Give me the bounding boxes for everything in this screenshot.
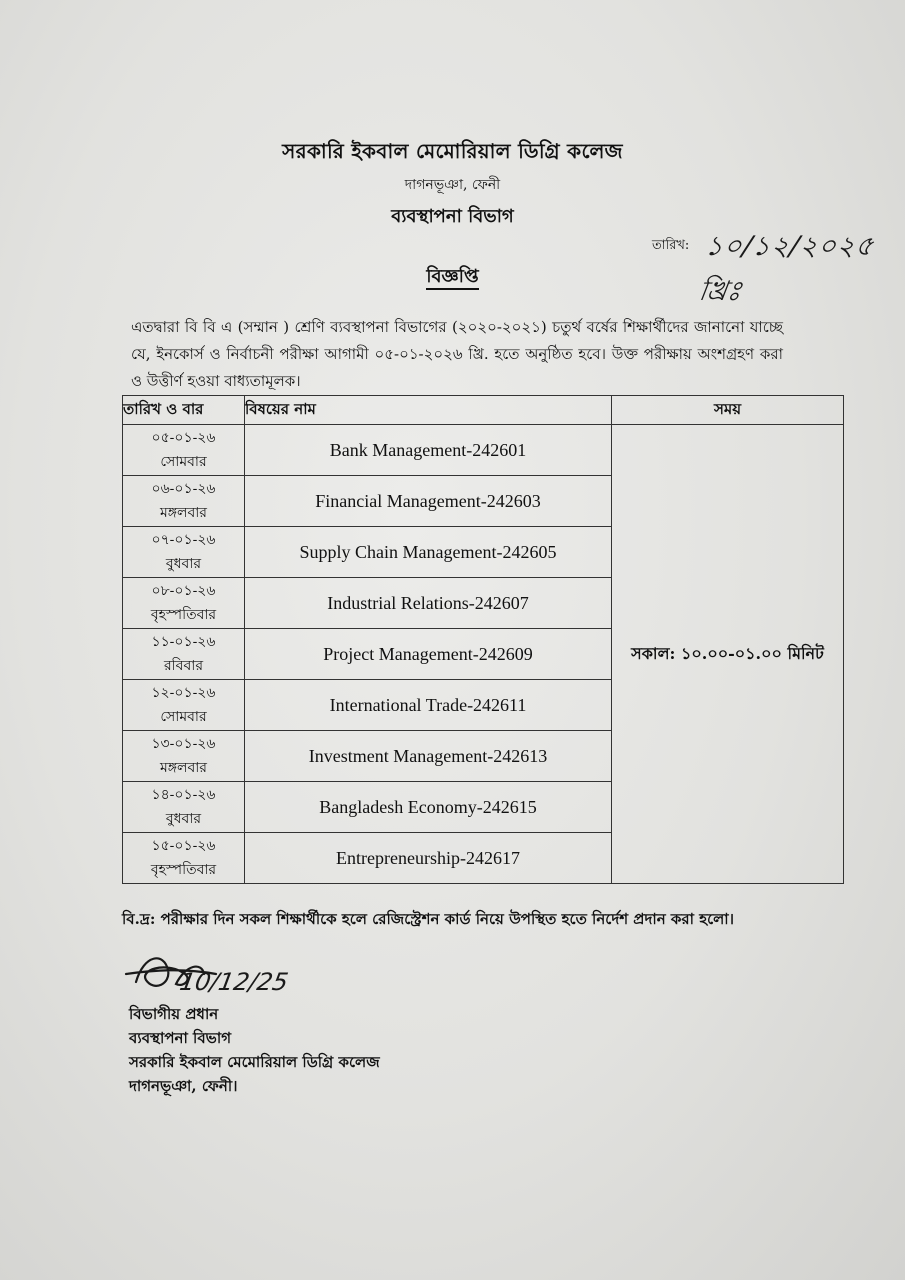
table-header-row: [123, 396, 844, 425]
exam-date: ০৬-০১-২৬: [151, 481, 216, 497]
subject-cell: Industrial Relations-242607: [245, 578, 612, 629]
exam-day: মঙ্গলবার: [159, 760, 208, 776]
subject-cell: Financial Management-242603: [245, 476, 612, 527]
date-label: তারিখ:: [652, 238, 690, 253]
exam-date: ১৩-০১-২৬: [151, 736, 216, 752]
header-time: সময়: [612, 396, 844, 425]
exam-day: বুধবার: [165, 556, 202, 572]
notice-title-text: বিজ্ঞপ্তি: [426, 266, 478, 290]
date-cell: [123, 731, 245, 782]
header-date: তারিখ ও বার: [123, 396, 245, 425]
signoff-line: সরকারি ইকবাল মেমোরিয়াল ডিগ্রি কলেজ: [129, 1053, 380, 1071]
signoff-line: দাগনভূঞা, ফেনী।: [129, 1077, 238, 1095]
time-cell: সকাল: ১০.০০-০১.০০ মিনিট: [612, 425, 844, 884]
subject-cell: Entrepreneurship-242617: [245, 833, 612, 884]
date-cell: [123, 527, 245, 578]
date-cell: [123, 782, 245, 833]
department-name: ব্যবস্থাপনা বিভাগ: [391, 206, 514, 227]
exam-day: বুধবার: [165, 811, 202, 827]
date-cell: [123, 629, 245, 680]
footnote: বি.দ্র: পরীক্ষার দিন সকল শিক্ষার্থীকে হলে রেজিস্ট্রেশন কার্ড নিয়ে উপস্থিত হতে নির্দেশ প্রদান করা হলো।: [122, 910, 735, 928]
exam-date: ০৭-০১-২৬: [151, 532, 216, 548]
notice-title: [0, 262, 905, 293]
notice-intro: এতদ্বারা বি বি এ (সম্মান ) শ্রেণি ব্যবস্থাপনা বিভাগের (২০২০-২০২১) চতুর্থ বর্ষের শিক্ষার্থীদের জানানো যাচ্ছে যে, ইনকোর্স ও নির্বাচনী পরীক্ষা আগামী ০৫-০১-২০২৬ খ্রি. হতে অনুষ্ঠিত হবে। উক্ত পরীক্ষায় অংশগ্রহণ করা ও উত্তীর্ণ হওয়া বাধ্যতামূলক।: [131, 318, 783, 390]
exam-day: রবিবার: [163, 658, 204, 674]
exam-day: সোমবার: [160, 709, 207, 725]
subject-cell: International Trade-242611: [245, 680, 612, 731]
date-cell: [123, 833, 245, 884]
exam-day: মঙ্গলবার: [159, 505, 208, 521]
date-cell: [123, 578, 245, 629]
header-subject: বিষয়ের নাম: [245, 396, 612, 425]
college-name: সরকারি ইকবাল মেমোরিয়াল ডিগ্রি কলেজ: [282, 139, 623, 163]
subject-cell: Bangladesh Economy-242615: [245, 782, 612, 833]
date-cell: [123, 425, 245, 476]
exam-day: সোমবার: [160, 454, 207, 470]
subject-cell: Project Management-242609: [245, 629, 612, 680]
exam-date: ১৫-০১-২৬: [151, 838, 216, 854]
signoff-block: [129, 1002, 380, 1098]
exam-date: ০৫-০১-২৬: [151, 430, 216, 446]
date-row: [652, 228, 902, 307]
handwritten-date: ১০/১২/২০২৫ খ্রিঃ: [696, 231, 877, 307]
date-cell: [123, 680, 245, 731]
exam-date: ১২-০১-২৬: [151, 685, 216, 701]
signoff-line: ব্যবস্থাপনা বিভাগ: [129, 1029, 232, 1047]
exam-routine-table: [122, 395, 844, 884]
exam-date: ১৪-০১-২৬: [151, 787, 216, 803]
exam-day: বৃহস্পতিবার: [150, 862, 217, 878]
signature-date: 10/12/25: [177, 968, 291, 996]
signoff-line: বিভাগীয় প্রধান: [129, 1005, 219, 1023]
subject-cell: Bank Management-242601: [245, 425, 612, 476]
exam-date: ০৮-০১-২৬: [151, 583, 216, 599]
college-address: দাগনভূঞা, ফেনী: [404, 177, 501, 193]
subject-cell: Investment Management-242613: [245, 731, 612, 782]
exam-day: বৃহস্পতিবার: [150, 607, 217, 623]
date-cell: [123, 476, 245, 527]
subject-cell: Supply Chain Management-242605: [245, 527, 612, 578]
exam-date: ১১-০১-২৬: [151, 634, 216, 650]
table-row: [123, 425, 844, 476]
